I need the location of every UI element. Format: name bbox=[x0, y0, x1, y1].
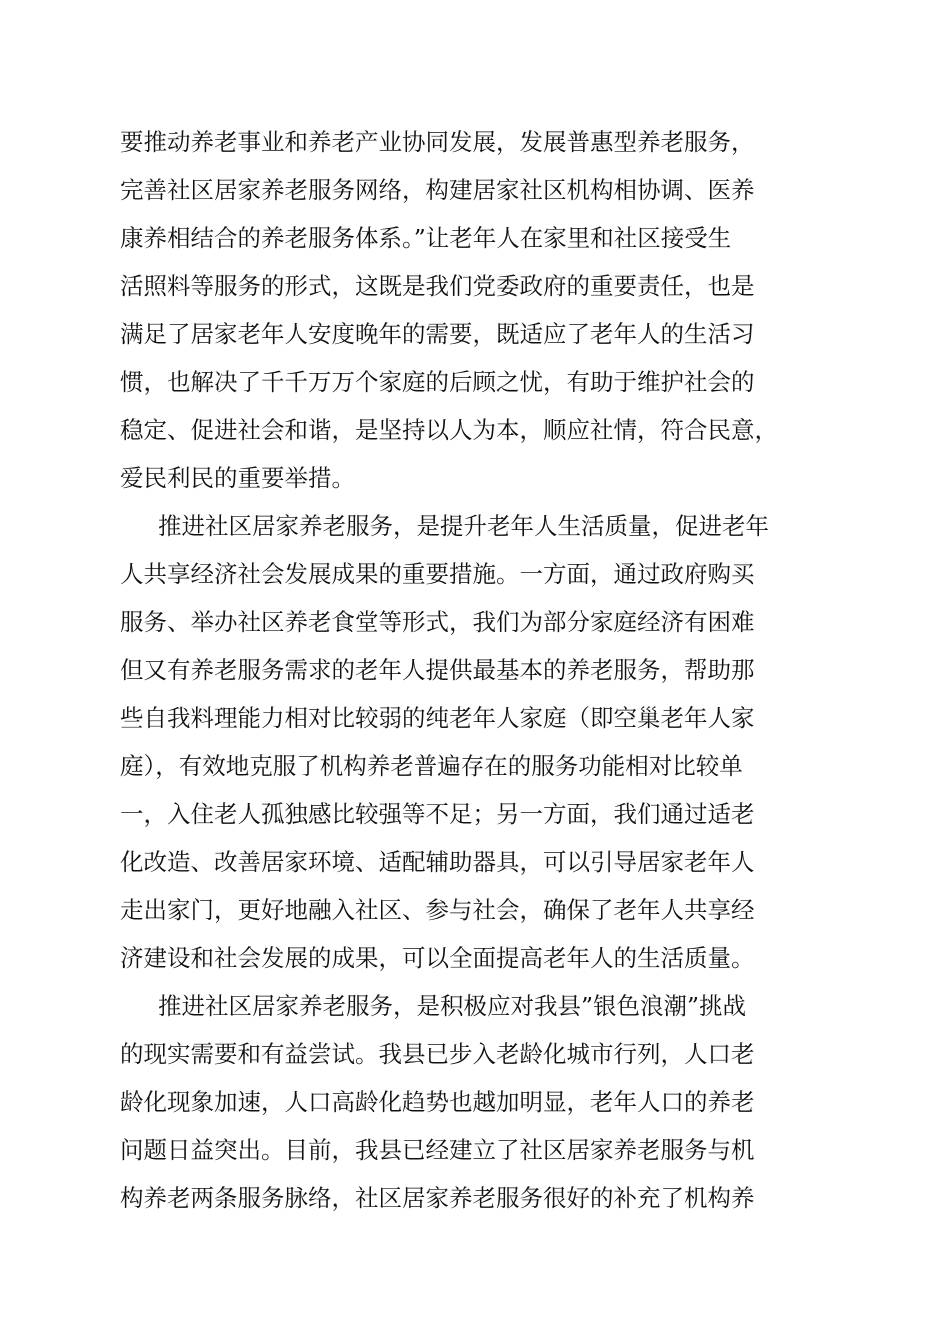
text-line: 走出家门，更好地融入社区、参与社会，确保了老年人共享经 bbox=[120, 896, 755, 924]
text-line: 稳定、促进社会和谐，是坚持以人为本，顺应社情，符合民意， bbox=[120, 416, 778, 444]
text-line: 化改造、改善居家环境、适配辅助器具，可以引导居家老年人 bbox=[120, 848, 755, 876]
text-line: 服务、举办社区养老食堂等形式，我们为部分家庭经济有困难 bbox=[120, 608, 755, 636]
text-line: 人共享经济社会发展成果的重要措施。一方面，通过政府购买 bbox=[120, 560, 755, 588]
text-line: 的现实需要和有益尝试。我县已步入老龄化城市行列，人口老 bbox=[120, 1040, 755, 1068]
text-line: 龄化现象加速，人口高龄化趋势也越加明显，老年人口的养老 bbox=[120, 1088, 755, 1116]
text-line: 构养老两条服务脉络，社区居家养老服务很好的补充了机构养 bbox=[120, 1184, 755, 1212]
text-line: 康养相结合的养老服务体系。”让老年人在家里和社区接受生 bbox=[120, 224, 732, 252]
text-line: 一，入住老人孤独感比较强等不足；另一方面，我们通过适老 bbox=[120, 800, 755, 828]
text-line: 庭），有效地克服了机构养老普遍存在的服务功能相对比较单 bbox=[120, 752, 743, 780]
text-line: 些自我料理能力相对比较弱的纯老年人家庭（即空巢老年人家 bbox=[120, 704, 755, 732]
text-line: 问题日益突出。目前，我县已经建立了社区居家养老服务与机 bbox=[120, 1136, 755, 1164]
text-line: 满足了居家老年人安度晚年的需要，既适应了老年人的生活习 bbox=[120, 320, 755, 348]
text-line: 完善社区居家养老服务网络，构建居家社区机构相协调、医养 bbox=[120, 176, 755, 204]
text-line: 活照料等服务的形式，这既是我们党委政府的重要责任，也是 bbox=[120, 272, 755, 300]
text-line: 爱民利民的重要举措。 bbox=[120, 464, 355, 492]
text-line: 济建设和社会发展的成果，可以全面提高老年人的生活质量。 bbox=[120, 944, 755, 972]
text-line: 要推动养老事业和养老产业协同发展，发展普惠型养老服务， bbox=[120, 128, 755, 156]
paragraph-first-line: 推进社区居家养老服务，是提升老年人生活质量，促进老年 bbox=[158, 512, 769, 540]
text-line: 但又有养老服务需求的老年人提供最基本的养老服务，帮助那 bbox=[120, 656, 755, 684]
paragraph-first-line: 推进社区居家养老服务，是积极应对我县”银色浪潮”挑战 bbox=[158, 992, 747, 1020]
text-line: 惯，也解决了千千万万个家庭的后顾之忧，有助于维护社会的 bbox=[120, 368, 755, 396]
